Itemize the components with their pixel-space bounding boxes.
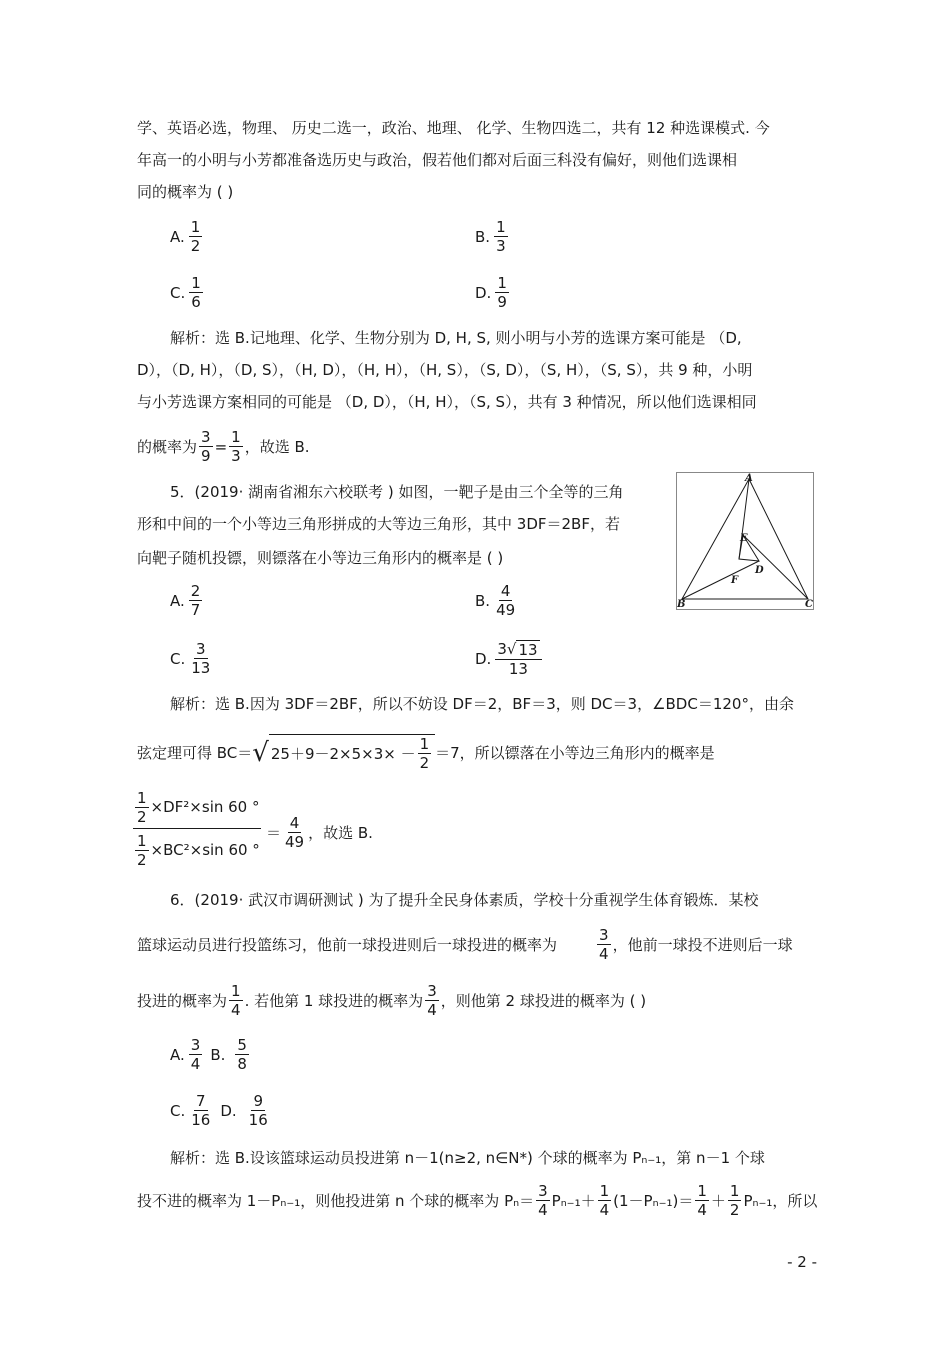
q4-text-line2: 年高一的小明与小芳都准备选历史与政治，假若他们都对后面三科没有偏好，则他们选课相 xyxy=(137,151,738,169)
q5-option-d: D. 3√ 13 13 xyxy=(475,640,544,678)
q4-solution-line1: 解析：选 B.记地理、化学、生物分别为 D, H, S, 则小明与小芳的选课方案可能是 （D, xyxy=(170,329,742,347)
vertex-label-a: A xyxy=(745,473,753,484)
page-number: - 2 - xyxy=(787,1253,817,1271)
q5-probability-fraction: $\frac{1}{2}$ ×DF²×sin 60 ° $\frac{1}{2}$ ×BC²×sin 60 ° xyxy=(133,786,261,871)
q5-option-a: A. $\frac{2}{7}$ xyxy=(170,582,201,619)
vertex-label-c: C xyxy=(805,599,813,609)
q4-text-line1: 学、英语必选，物理、 历史二选一，政治、地理、 化学、生物四选二，共有 12 种选课模式. 今 xyxy=(137,119,770,137)
q6-solution-line2: 投不进的概率为 1－Pₙ₋₁，则他投进第 n 个球的概率为 Pₙ＝ $\frac{3}{4}$ Pₙ₋₁＋ $\frac{1}{4}$ (1－Pₙ₋₁)＝ $\frac{1}{4}$ ＋ $\frac{1}{2}$ Pₙ₋₁，所以 xyxy=(137,1182,818,1219)
q4-solution-line3: 与小芳选课方案相同的可能是 （D, D），（H, H），（S, S），共有 3 种情况，所以他们选课相同 xyxy=(137,393,757,411)
q6-text-line1: 6．(2019· 武汉市调研测试 ) 为了提升全民身体素质，学校十分重视学生体育锻炼．某校 xyxy=(170,891,759,909)
vertex-label-d: D xyxy=(755,565,764,576)
vertex-label-e: E xyxy=(740,533,748,544)
vertex-label-b: B xyxy=(677,599,686,609)
q5-solution-line1: 解析：选 B.因为 3DF＝2BF，所以不妨设 DF＝2，BF＝3，则 DC＝3，∠BDC＝120°，由余 xyxy=(170,695,794,713)
q5-text-line1: 5．(2019· 湖南省湘东六校联考 ) 如图，一靶子是由三个全等的三角 xyxy=(170,483,624,501)
q4-option-c: C. $\frac{1}{6}$ xyxy=(170,274,201,311)
q4-text-line3: 同的概率为 ( ) xyxy=(137,183,234,201)
q5-option-b: B. $\frac{4}{49}$ xyxy=(475,582,516,619)
q4-solution-line2: D），（D, H），（D, S），（H, D），（H, H），（H, S），（S, D），（S, H），（S, S），共 9 种，小明 xyxy=(137,361,753,379)
q4-solution-line4: 的概率为 $\frac{3}{9}$ = $\frac{1}{3}$ ，故选 B. xyxy=(137,428,310,465)
q6-options-row1: A. $\frac{3}{4}$ B. $\frac{5}{8}$ xyxy=(170,1036,247,1073)
q6-text-line3: 投进的概率为 $\frac{1}{4}$ . 若他第 1 球投进的概率为 $\frac{3}{4}$ ，则他第 2 球投进的概率为 ( ) xyxy=(137,982,647,1019)
q4-option-a: A. $\frac{1}{2}$ xyxy=(170,218,201,255)
q5-solution-line2: 弦定理可得 BC＝ √ 25＋9－2×5×3× － $\frac{1}{2}$ ＝7，所以镖落在小等边三角形内的概率是 xyxy=(137,735,715,772)
q5-option-c: C. $\frac{3}{13}$ xyxy=(170,640,211,677)
q6-options-row2: C. $\frac{7}{16}$ D. $\frac{9}{16}$ xyxy=(170,1092,268,1129)
q4-option-b: B. $\frac{1}{3}$ xyxy=(475,218,506,255)
q5-probability-result: ＝ $\frac{4}{49}$ ，故选 B. xyxy=(266,814,373,851)
triangle-figure xyxy=(676,472,814,610)
q4-option-d: D. $\frac{1}{9}$ xyxy=(475,274,507,311)
q5-text-line2: 形和中间的一个小等边三角形拼成的大等边三角形，其中 3DF＝2BF，若 xyxy=(137,515,620,533)
vertex-label-f: F xyxy=(731,575,739,586)
q5-text-line3: 向靶子随机投镖，则镖落在小等边三角形内的概率是 ( ) xyxy=(137,549,504,567)
q6-text-line2: 篮球运动员进行投篮练习，他前一球投进则后一球投进的概率为 $\frac{3}{4}$ ，他前一球投不进则后一球 xyxy=(137,926,793,963)
q6-solution-line1: 解析：选 B.设该篮球运动员投进第 n－1(n≥2, n∈N*) 个球的概率为 Pₙ₋₁，第 n－1 个球 xyxy=(170,1149,765,1167)
